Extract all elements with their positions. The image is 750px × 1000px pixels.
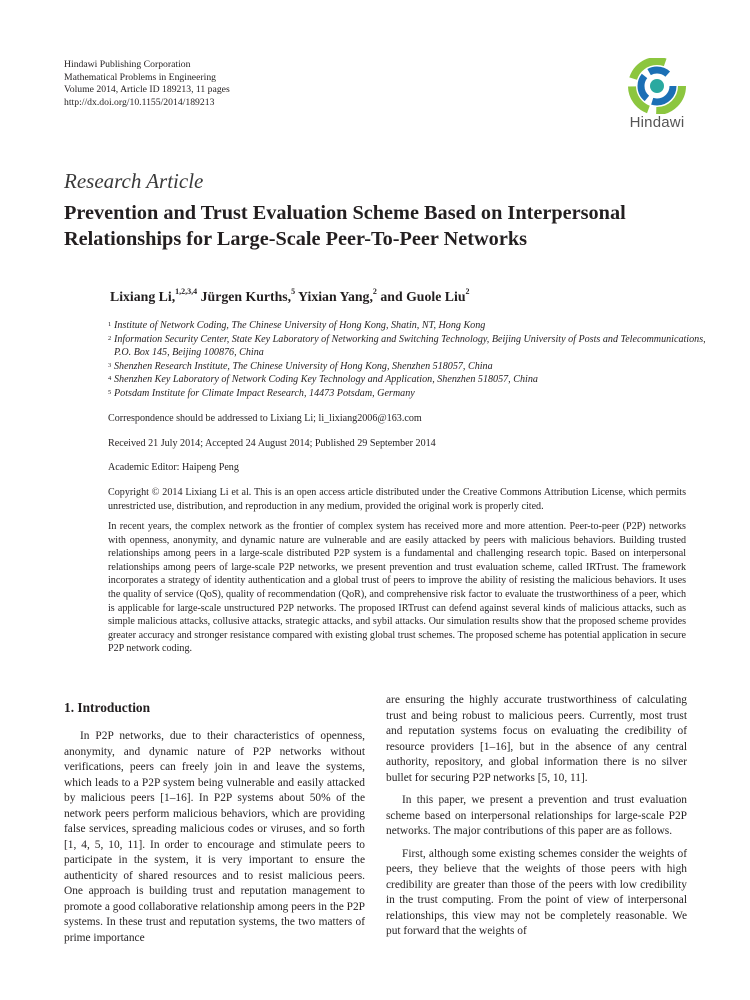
publication-dates: Received 21 July 2014; Accepted 24 August 2014; Published 29 September 2014 — [108, 438, 436, 449]
hindawi-logo-icon — [622, 58, 692, 114]
affiliation-number: 5 — [108, 388, 112, 396]
affiliation-number: 2 — [108, 334, 112, 342]
doi-link[interactable]: http://dx.doi.org/10.1155/2014/189213 — [64, 96, 215, 108]
affiliation-text: Shenzhen Research Institute, The Chinese University of Hong Kong, Shenzhen 518057, China — [114, 360, 493, 372]
abstract: In recent years, the complex network as the frontier of complex system has received more and more attention. Peer-to-peer (P2P) networks with openness, anonymity, and dynamic nature are vulnerable and are easily attacked by peers with malicious behaviors. Building trusted relationships among peers in a large-scale distributed P2P system is a fundamental and challenging research topic. Based on interpersonal relationships among peers of large-scale P2P networks, we present prevention and trust evaluation scheme, called IRTrust. The framework incorporates a strategy of identity authentication and a global trust of peers to improve the ability of resisting the malicious behaviors. It uses the quality of service (QoS), quality of recommendation (QoR), and comprehensive risk factor to evaluate the trustworthiness of a peer, which is applicable for large-scale unstructured P2P networks. The proposed IRTrust can defend against several kinds of malicious attacks, such as simple malicious attacks, collusive attacks, strategic attacks, and sybil attacks. Our simulation results show that the proposed scheme provides greater accuracy and stronger resistance compared with existing global trust schemes. The proposed scheme has potential application in secure P2P network coding. — [108, 521, 686, 655]
affiliation-item — [108, 373, 708, 387]
body-paragraph: In P2P networks, due to their characteristics of openness, anonymity, and dynamic nature of P2P networks without verifications, peers can freely join in and leave the systems, which leads to a P2P system being vulnerable and easily attacked by malicious peers [1–16]. In P2P systems about 50% of the network peers perform malicious behaviors, which are providing false services, spreading malicious codes or viruses, and so forth [1, 4, 5, 10, 11]. In order to encourage and stimulate peers to participate in the system, it is very important to ensure the authenticity of shared resources and to resist malicious peers. One approach is building trust and reputation management to promote a good collaborative relationship among peers in the P2P systems. In these trust and reputation systems, the two matters of prime importance — [64, 730, 365, 944]
volume-info: Volume 2014, Article ID 189213, 11 pages — [64, 84, 230, 96]
copyright-notice: Copyright © 2014 Lixiang Li et al. This is an open access article distributed under the Creative Commons Attribution License, which permits unrestricted use, distribution, and reproduction in any medium, provided the original work is properly cited. — [108, 487, 686, 512]
hindawi-logo-text: Hindawi — [629, 114, 685, 131]
author-name: Jürgen Kurths, — [200, 289, 292, 304]
publisher-info — [64, 59, 230, 109]
affiliation-item — [108, 360, 708, 374]
body-paragraph: First, although some existing schemes consider the weights of peers, they believe that the weights of those peers with high credibility are greater than those of the peers with low credibility in the trust computing. From the point of view of interpersonal relationships, this view may not be completely reasonable. We put forward that the weights of — [386, 847, 687, 937]
author-name: and Guole Liu — [380, 289, 466, 304]
journal-name: Mathematical Problems in Engineering — [64, 71, 217, 83]
affiliation-text: Potsdam Institute for Climate Impact Research, 14473 Potsdam, Germany — [114, 387, 415, 399]
affiliation-number: 3 — [108, 361, 112, 369]
author-name: Lixiang Li, — [110, 289, 176, 304]
affiliation-number: 1 — [108, 321, 112, 328]
affiliation-text: Information Security Center, State Key Laboratory of Networking and Switching Technology, Beijing University of Posts and Telecommunications, P.O. Box 145, Beijing 100876, China — [114, 333, 706, 359]
affiliation-text: Institute of Network Coding, The Chinese University of Hong Kong, Shatin, NT, Hong Kong — [114, 320, 486, 331]
body-column-left — [64, 729, 365, 946]
academic-editor: Academic Editor: Haipeng Peng — [108, 462, 239, 473]
affiliation-number: 4 — [108, 375, 112, 383]
author-name: Yixian Yang, — [298, 289, 373, 304]
article-type: Research Article — [64, 169, 204, 193]
affiliation-text: Shenzhen Key Laboratory of Network Coding Key Technology and Application, Shenzhen 518057, China — [114, 374, 538, 386]
paper-title: Prevention and Trust Evaluation Scheme Based on Interpersonal Relationships for Large-Scale Peer-To-Peer Networks — [64, 202, 626, 250]
body-column-right — [386, 693, 687, 947]
affiliation-item — [108, 387, 708, 401]
author-affiliation-mark: 2 — [465, 287, 470, 296]
author-list — [110, 289, 470, 305]
hindawi-logo — [622, 58, 692, 134]
publisher-name: Hindawi Publishing Corporation — [64, 59, 191, 70]
body-paragraph: In this paper, we present a prevention and trust evaluation scheme based on interpersonal relationships for large-scale P2P networks. The major contributions of this paper are as follows. — [386, 794, 687, 837]
body-paragraph: are ensuring the highly accurate trustworthiness of calculating trust and being robust to malicious peers. Currently, most trust and reputation systems focus on evaluating the credibility of resource providers [1–16], but in the absence of any central authority, repository, and global information there is no silver bullet for securing P2P networks [5, 10, 11]. — [386, 694, 687, 784]
affiliation-item — [108, 333, 708, 360]
affiliations — [108, 319, 708, 401]
section-heading-introduction: 1. Introduction — [64, 700, 151, 715]
author-affiliation-mark: 2 — [372, 287, 377, 296]
affiliation-item — [108, 319, 708, 333]
author-affiliation-mark: 1,2,3,4 — [175, 287, 198, 296]
author-affiliation-mark: 5 — [291, 287, 296, 296]
correspondence-note: Correspondence should be addressed to Lixiang Li; li_lixiang2006@163.com — [108, 413, 422, 424]
